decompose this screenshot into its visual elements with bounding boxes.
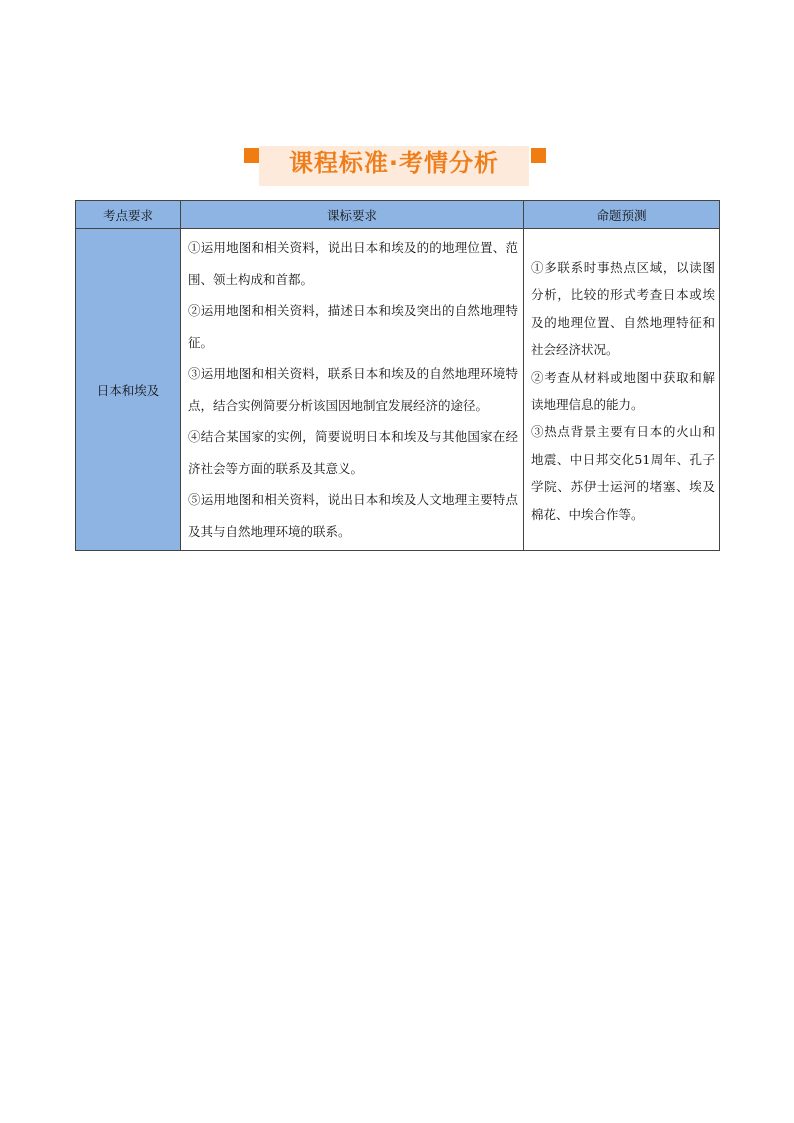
requirements-cell (181, 229, 524, 551)
title-left-marker (244, 148, 259, 163)
table-header-row (76, 201, 720, 229)
prediction-item: ③热点背景主要有日本的火山和地震、中日邦交化51周年、孔子学院、苏伊士运河的堵塞、埃及棉花、中埃合作等。 (531, 424, 715, 522)
requirement-item: ③运用地图和相关资料，联系日本和埃及的自然地理环境特点，结合实例简要分析该国因地制宜发展经济的途径。 (188, 366, 518, 413)
predictions-cell (524, 229, 720, 551)
title-right-marker (531, 148, 546, 163)
section-title-banner (244, 146, 546, 188)
header-curriculum-requirement: 课标要求 (181, 201, 524, 229)
requirement-item: ①运用地图和相关资料，说出日本和埃及的的地理位置、范围、领土构成和首都。 (188, 240, 518, 287)
header-topic-requirement: 考点要求 (76, 201, 181, 229)
prediction-item: ②考查从材料或地图中获取和解读地理信息的能力。 (531, 369, 715, 413)
requirement-item: ②运用地图和相关资料，描述日本和埃及突出的自然地理特征。 (188, 303, 518, 350)
requirement-item: ⑤运用地图和相关资料，说出日本和埃及人文地理主要特点及其与自然地理环境的联系。 (188, 492, 518, 539)
prediction-item: ①多联系时事热点区域，以读图分析，比较的形式考查日本或埃及的地理位置、自然地理特征和社会经济状况。 (531, 260, 715, 358)
section-title: 课程标准·考情分析 (288, 149, 500, 177)
topic-cell: 日本和埃及 (76, 229, 181, 551)
requirement-item: ④结合某国家的实例，简要说明日本和埃及与其他国家在经济社会等方面的联系及其意义。 (188, 429, 518, 476)
header-exam-prediction: 命题预测 (524, 201, 720, 229)
curriculum-analysis-table (75, 200, 720, 551)
table-row (76, 229, 720, 551)
